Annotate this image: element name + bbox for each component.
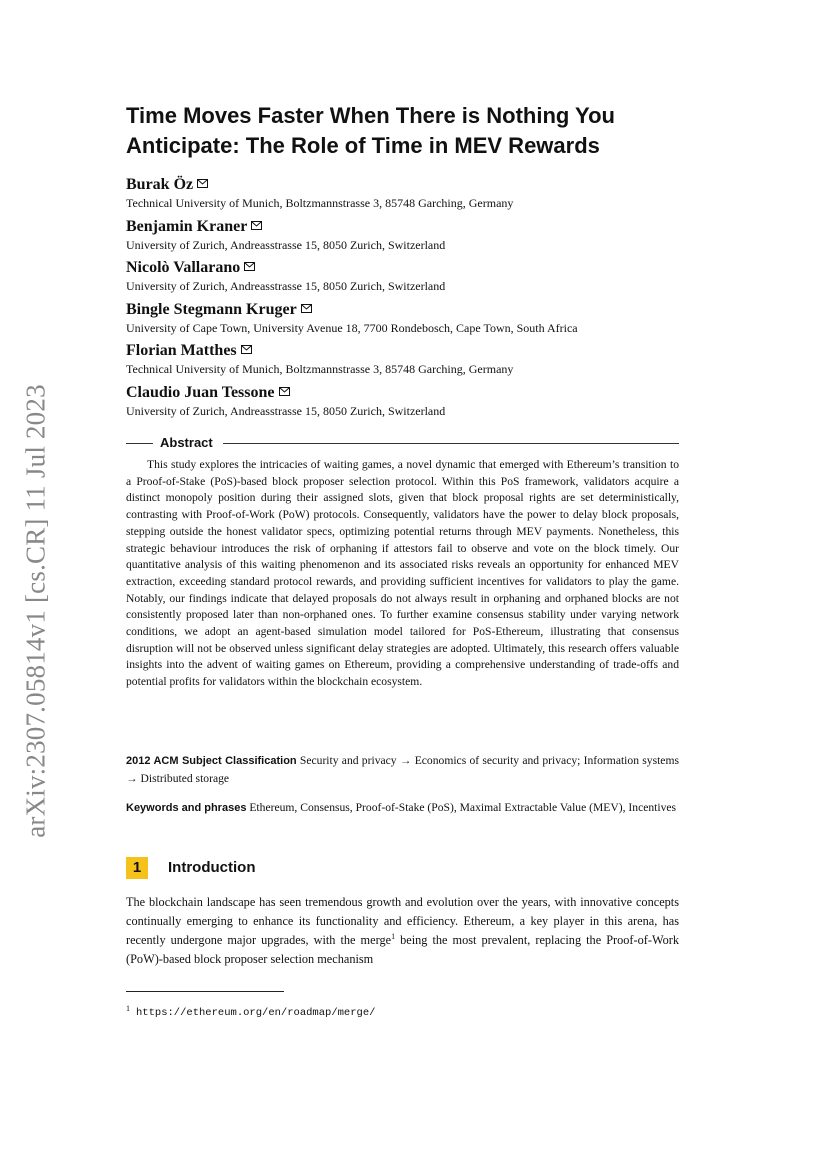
author-name: Benjamin Kraner	[126, 217, 248, 235]
abstract-heading	[126, 434, 679, 452]
abstract-text: This study explores the intricacies of waiting games, a novel dynamic that emerged with Ethereum’s transition to a Proof-of-Stake (PoS)-based block proposer selection protocol. Within this PoS framework, validators acquire a distinct monopoly position during their assigned slots, given that block proposal rights are set deterministically, contrasting with Proof-of-Work (PoW) protocols. Consequently, validators have the power to delay block proposals, stepping outside the honest validator specs, optimizing potential returns through MEV payments. Nonetheless, this strategic behaviour introduces the risk of orphaning if attestors fail to observe and vote on the block timely. Our quantitative analysis of this waiting phenomenon and its associated risks reveals an opportunity for enhanced MEV extraction, exceeding standard protocol rewards, and providing sufficient incentives for validators to play the game. Notably, our findings indicate that delayed proposals do not always result in orphaning and orphaned blocks are not consistently proposed later than non-orphaned ones. To further examine consensus stability under varying network conditions, we adopt an agent-based simulation model tailored for PoS-Ethereum, illustrating that consensus disruption will not be observed unless significant delay strategies are adopted. Ultimately, this research offers valuable insights into the advent of waiting games on Ethereum, providing a comprehensive understanding of trade-offs and potential profits for validators within the blockchain ecosystem.	[126, 458, 679, 689]
email-icon[interactable]	[197, 179, 208, 188]
arxiv-id: arXiv:2307.05814v1 [cs.CR] 11 Jul 2023	[20, 384, 51, 838]
acm-label: 2012 ACM Subject Classification	[126, 755, 297, 767]
author-entry	[126, 299, 686, 341]
author-affiliation: University of Cape Town, University Avenue 18, 7700 Rondebosch, Cape Town, South Africa	[126, 320, 578, 335]
footnote-mark: 1	[126, 1004, 130, 1013]
author-name: Claudio Juan Tessone	[126, 383, 275, 401]
author-affiliation: Technical University of Munich, Boltzmannstrasse 3, 85748 Garching, Germany	[126, 196, 514, 210]
intro-paragraph	[126, 893, 679, 969]
author-entry	[126, 174, 686, 216]
author-entry	[126, 257, 686, 299]
author-name: Nicolò Vallarano	[126, 259, 241, 277]
author-entry	[126, 216, 686, 258]
author-name: Florian Matthes	[126, 342, 237, 360]
footnote-link[interactable]: https://ethereum.org/en/roadmap/merge/	[136, 1007, 376, 1019]
author-affiliation: University of Zurich, Andreasstrasse 15, 8050 Zurich, Switzerland	[126, 403, 446, 418]
keywords-text: Ethereum, Consensus, Proof-of-Stake (PoS), Maximal Extractable Value (MEV), Incentives	[249, 801, 677, 814]
keywords	[126, 799, 679, 817]
footnote-rule	[126, 991, 284, 992]
author-affiliation: University of Zurich, Andreasstrasse 15, 8050 Zurich, Switzerland	[126, 237, 446, 252]
section-title: Introduction	[168, 859, 256, 876]
acm-text: Security and privacy → Economics of security and privacy; Information systems → Distributed storage	[126, 754, 679, 785]
acm-classification	[126, 752, 679, 787]
email-icon[interactable]	[244, 262, 255, 271]
section-number: 1	[126, 857, 148, 879]
author-list	[126, 174, 686, 424]
abstract-rule-left	[126, 443, 153, 444]
abstract-label: Abstract	[160, 435, 213, 450]
intro-text-start: The blockchain landscape has seen tremendous growth and evolution over the years, with innovative concepts continually emerging to enhance its functionality and efficiency. Ethereum, a key player in this arena, has recently undergone major upgrades, with the merge	[126, 895, 679, 947]
abstract-rule-right	[223, 443, 679, 444]
email-icon[interactable]	[241, 345, 252, 354]
email-icon[interactable]	[301, 304, 312, 313]
email-icon[interactable]	[279, 387, 290, 396]
author-affiliation: University of Zurich, Andreasstrasse 15, 8050 Zurich, Switzerland	[126, 279, 446, 294]
author-name: Bingle Stegmann Kruger	[126, 300, 297, 318]
author-name: Burak Öz	[126, 176, 194, 193]
arxiv-stamp	[14, 374, 58, 848]
paper-title: Time Moves Faster When There is Nothing You Anticipate: The Role of Time in MEV Rewards	[126, 103, 615, 158]
footnote-ref[interactable]: 1	[391, 931, 396, 941]
keywords-label: Keywords and phrases	[126, 802, 247, 814]
footnote	[126, 1001, 375, 1021]
author-entry	[126, 340, 686, 382]
author-entry	[126, 382, 686, 424]
email-icon[interactable]	[251, 221, 262, 230]
intro-text-end: being the most prevalent, replacing the Proof-of-Work (PoW)-based block proposer selection mechanism	[126, 932, 679, 966]
author-affiliation: Technical University of Munich, Boltzmannstrasse 3, 85748 Garching, Germany	[126, 362, 514, 377]
